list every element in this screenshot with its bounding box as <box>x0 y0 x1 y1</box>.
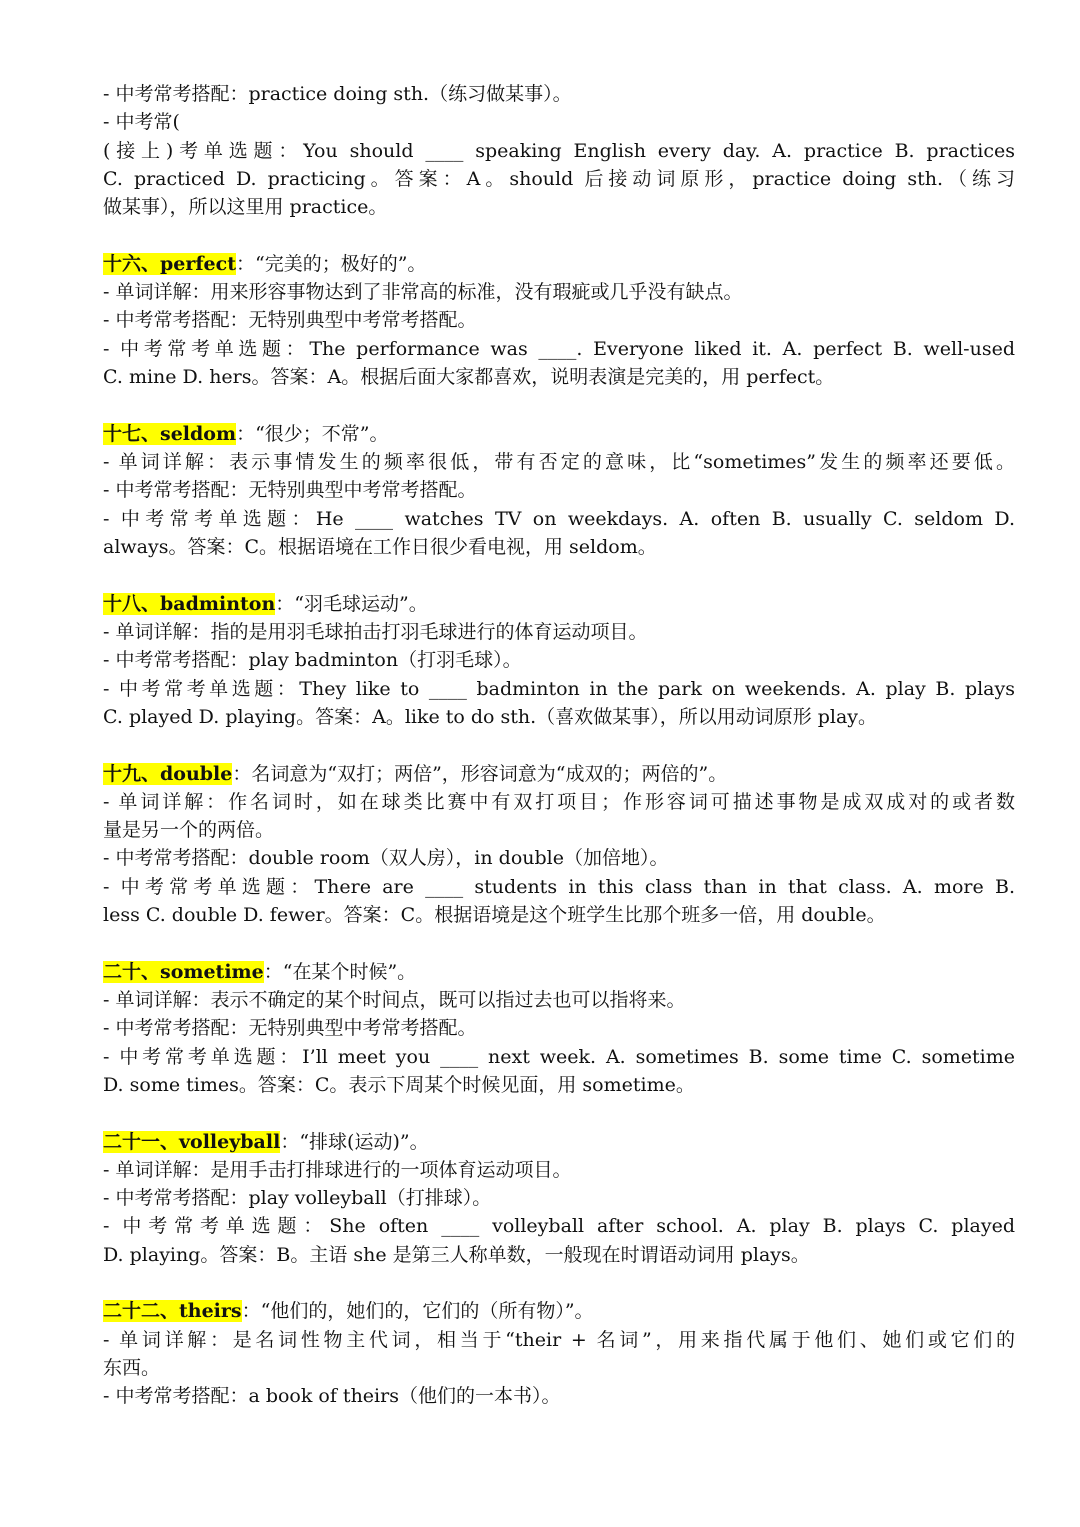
entry-badminton <box>103 590 1015 731</box>
entry-line: D. some times。答案：C。表示下周某个时候见面，用 sometime。 <box>103 1073 695 1096</box>
entry-line: - 中考常考搭配：double room（双人房），in double（加倍地）。 <box>103 847 669 870</box>
intro-line: - 中考常( <box>103 111 180 134</box>
intro-line: 做某事），所以这里用 practice。 <box>103 196 388 219</box>
entry-line: - 单词详解：指的是用羽毛球拍击打羽毛球进行的体育运动项目。 <box>103 620 648 643</box>
entry-line: - 单词详解：用来形容事物达到了非常高的标准，没有瑕疵或几乎没有缺点。 <box>103 281 743 304</box>
entry-heading: 十九、double <box>103 762 233 785</box>
entry-heading-line <box>103 590 1015 618</box>
document-page <box>103 80 1015 1439</box>
intro-line: C. practiced D. practicing。答案：A。should 后接动词原形，practice doing sth.（练习 <box>103 167 1015 190</box>
entry-line: - 单词详解：作名词时，如在球类比赛中有双打项目；作形容词可描述事物是成双成对的或者数 <box>103 790 1015 813</box>
entry-sometime <box>103 958 1015 1099</box>
entry-perfect <box>103 250 1015 391</box>
entry-line: - 中考常考搭配：无特别典型中考常考搭配。 <box>103 309 477 332</box>
entry-heading-line <box>103 1297 1015 1325</box>
entry-heading-line <box>103 958 1015 986</box>
entry-line: 东西。 <box>103 1357 161 1380</box>
entry-line: 量是另一个的两倍。 <box>103 819 275 842</box>
entry-heading-line <box>103 1128 1015 1156</box>
entry-line: - 中考常考搭配：a book of theirs（他们的一本书）。 <box>103 1385 561 1408</box>
entry-line: - 单词详解：表示不确定的某个时间点，既可以指过去也可以指将来。 <box>103 988 686 1011</box>
entry-heading: 二十二、theirs <box>103 1300 242 1323</box>
entry-line: - 中考常考单选题：I’ll meet you ____ next week. A. sometimes B. some time C. sometime <box>103 1045 1015 1068</box>
entry-line: - 单词详解：是名词性物主代词，相当于“their + 名词”，用来指代属于他们、她们或它们的 <box>103 1328 1015 1351</box>
entry-meaning: ：“完美的；极好的”。 <box>236 252 427 275</box>
entry-heading-line <box>103 250 1015 278</box>
entry-line: - 中考常考单选题：They like to ____ badminton in the park on weekends. A. play B. plays <box>103 677 1015 700</box>
entry-line: less C. double D. fewer。答案：C。根据语境是这个班学生比那个班多一倍，用 double。 <box>103 903 886 926</box>
entry-volleyball <box>103 1128 1015 1269</box>
entry-line: - 中考常考搭配：无特别典型中考常考搭配。 <box>103 479 477 502</box>
entry-line: D. playing。答案：B。主语 she 是第三人称单数，一般现在时谓语动词用 plays。 <box>103 1243 810 1266</box>
entry-heading: 二十一、volleyball <box>103 1130 281 1153</box>
entry-line: - 中考常考单选题：He ____ watches TV on weekdays. A. often B. usually C. seldom D. <box>103 507 1015 530</box>
entry-line: - 中考常考单选题：The performance was ____. Everyone liked it. A. perfect B. well-used <box>103 337 1015 360</box>
intro-block <box>103 80 1015 221</box>
entry-meaning: ：“在某个时候”。 <box>263 960 417 983</box>
entry-heading: 十六、perfect <box>103 252 236 275</box>
entry-meaning: ：“排球(运动)”。 <box>280 1130 429 1153</box>
entry-line: - 中考常考单选题：She often ____ volleyball after school. A. play B. plays C. played <box>103 1215 1015 1238</box>
intro-line: (接上)考单选题：You should ____ speaking English every day. A. practice B. practices <box>103 139 1015 162</box>
entry-heading-line <box>103 420 1015 448</box>
entry-meaning: ：“很少；不常”。 <box>236 422 389 445</box>
entry-meaning: ：“羽毛球运动”。 <box>275 592 428 615</box>
entry-line: - 中考常考搭配：无特别典型中考常考搭配。 <box>103 1017 477 1040</box>
entry-line: - 单词详解：是用手击打排球进行的一项体育运动项目。 <box>103 1158 572 1181</box>
entry-theirs <box>103 1297 1015 1410</box>
entry-line: always。答案：C。根据语境在工作日很少看电视，用 seldom。 <box>103 535 657 558</box>
entry-heading: 十七、seldom <box>103 422 237 445</box>
entry-heading: 二十、sometime <box>103 960 264 983</box>
entry-line: C. played D. playing。答案：A。like to do sth.（喜欢做某事），所以用动词原形 play。 <box>103 705 878 728</box>
entry-meaning: ：名词意为“双打；两倍”，形容词意为“成双的；两倍的”。 <box>232 762 728 785</box>
intro-line: - 中考常考搭配：practice doing sth.（练习做某事）。 <box>103 83 572 105</box>
entry-seldom <box>103 420 1015 561</box>
entry-double <box>103 760 1015 930</box>
entry-meaning: ：“他们的，她们的，它们的（所有物）”。 <box>241 1300 594 1323</box>
entry-line: - 中考常考单选题：There are ____ students in this class than in that class. A. more B. <box>103 875 1015 898</box>
entry-line: C. mine D. hers。答案：A。根据后面大家都喜欢，说明表演是完美的，用 perfect。 <box>103 366 835 389</box>
entry-line: - 单词详解：表示事情发生的频率很低，带有否定的意味，比“sometimes”发生的频率还要低。 <box>103 451 1015 474</box>
entry-line: - 中考常考搭配：play badminton（打羽毛球）。 <box>103 649 522 672</box>
entry-line: - 中考常考搭配：play volleyball（打排球）。 <box>103 1187 492 1210</box>
entry-heading: 十八、badminton <box>103 592 276 615</box>
entry-heading-line <box>103 760 1015 788</box>
